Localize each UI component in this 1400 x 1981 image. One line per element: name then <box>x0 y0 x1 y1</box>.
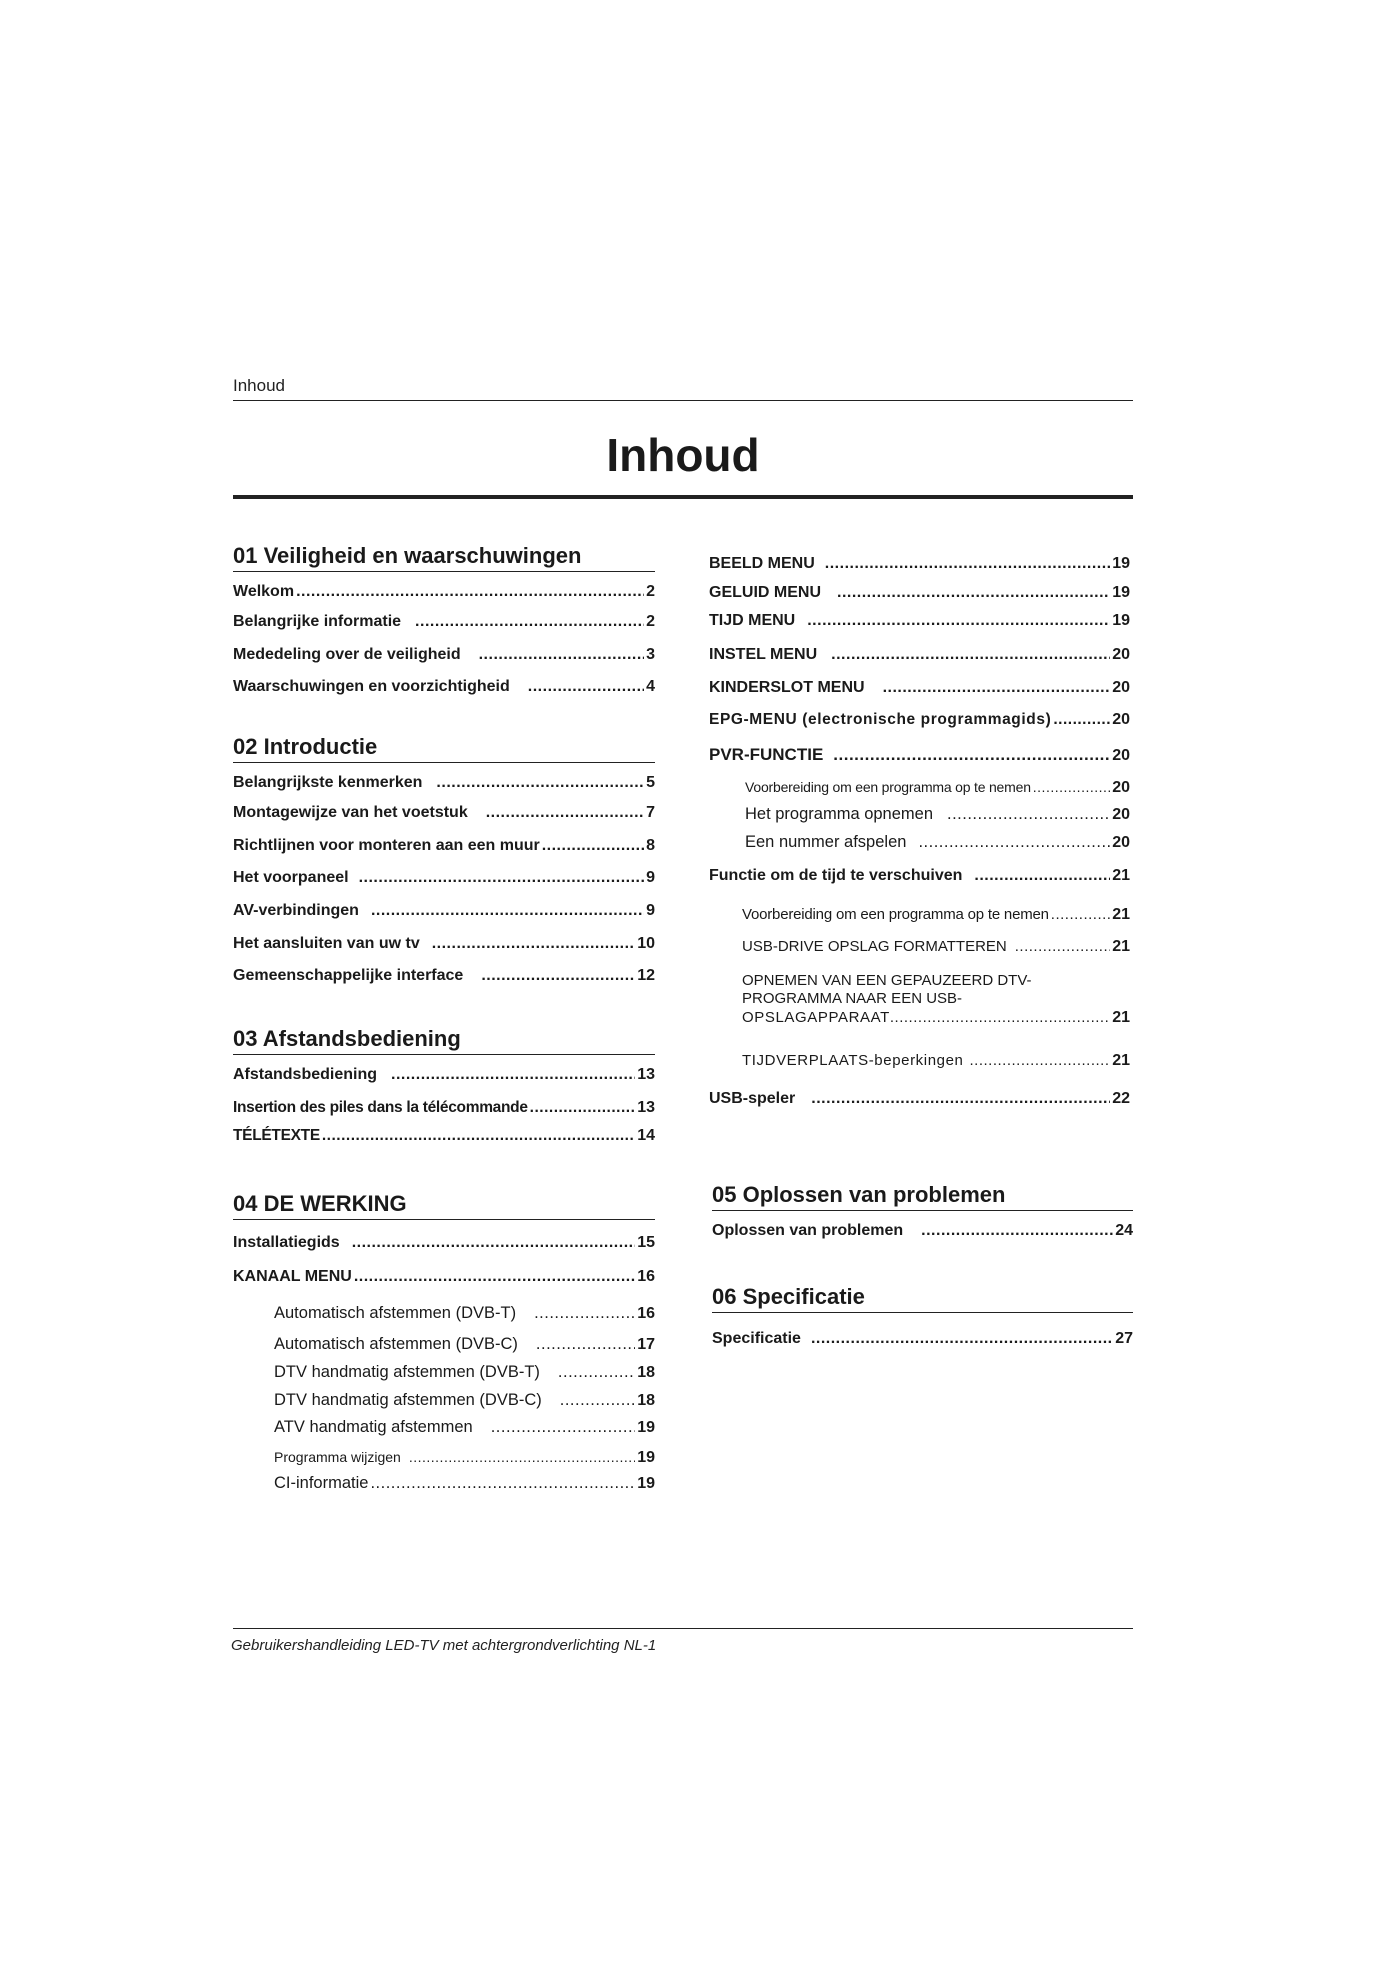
section-title-04: 04 DE WERKING <box>233 1192 655 1220</box>
toc-entry[interactable] <box>274 1363 655 1383</box>
toc-entry[interactable] <box>712 1329 1133 1348</box>
toc-entry[interactable] <box>709 645 1130 664</box>
toc-entry[interactable] <box>274 1391 655 1411</box>
toc-entry-page: 22 <box>1112 1090 1130 1107</box>
header-rule <box>233 400 1133 401</box>
toc-entry-page: 19 <box>637 1475 655 1492</box>
section-title-05: 05 Oplossen van problemen <box>712 1183 1133 1211</box>
toc-entry-page: 20 <box>1112 834 1130 851</box>
toc-entry-label: Automatisch afstemmen (DVB-C) <box>274 1335 518 1353</box>
section-title-01: 01 Veiligheid en waarschuwingen <box>233 544 655 572</box>
toc-entry-page: 18 <box>637 1392 655 1409</box>
leader-dots <box>833 745 1110 765</box>
toc-entry-label: Richtlijnen voor monteren aan een muur <box>233 837 540 854</box>
toc-entry-label: EPG-MENU (electronische programmagids) <box>709 711 1052 728</box>
toc-entry[interactable] <box>233 1233 655 1252</box>
toc-entry-label: Programma wijzigen <box>274 1449 401 1465</box>
leader-dots <box>481 966 635 985</box>
toc-entry[interactable] <box>709 1089 1130 1108</box>
toc-entry-page: 8 <box>646 837 655 854</box>
toc-entry[interactable] <box>233 1098 655 1118</box>
toc-entry-label: Voorbereiding om een programma op te nemen <box>742 906 1049 923</box>
leader-dots <box>528 677 644 696</box>
toc-entry-label: Mededeling over de veiligheid <box>233 646 461 663</box>
toc-entry-label: Montagewijze van het voetstuk <box>233 804 468 821</box>
leader-dots <box>558 1363 635 1383</box>
toc-entry-page: 16 <box>637 1268 655 1285</box>
toc-entry-label: Afstandsbediening <box>233 1066 378 1083</box>
toc-entry-page: 20 <box>1112 646 1130 663</box>
toc-entry[interactable] <box>742 905 1130 924</box>
toc-entry-label: Het programma opnemen <box>745 805 934 823</box>
toc-entry[interactable] <box>274 1335 655 1355</box>
leader-dots <box>359 868 645 887</box>
leader-dots <box>883 678 1111 697</box>
toc-entry[interactable] <box>233 836 655 855</box>
leader-dots <box>1033 779 1110 796</box>
toc-entry[interactable] <box>233 901 655 920</box>
leader-dots <box>969 1052 1110 1070</box>
toc-entry-page: 19 <box>637 1449 655 1466</box>
toc-entry-label: AV-verbindingen <box>233 902 359 919</box>
toc-entry[interactable] <box>233 803 655 822</box>
toc-entry-label: Gemeenschappelijke interface <box>233 967 464 984</box>
toc-entry-page: 21 <box>1112 938 1130 955</box>
toc-entry-label: OPSLAGAPPARAAT <box>742 1009 890 1026</box>
toc-entry-label: Belangrijke informatie <box>233 613 402 630</box>
section-title-03: 03 Afstandsbediening <box>233 1027 655 1055</box>
toc-entry-page: 19 <box>637 1419 655 1436</box>
toc-entry-page: 21 <box>1112 867 1130 884</box>
leader-dots <box>479 645 644 664</box>
toc-entry-label: Waarschuwingen en voorzichtigheid <box>233 678 510 695</box>
toc-entry-page: 9 <box>646 902 655 919</box>
leader-dots <box>436 773 644 792</box>
toc-entry-last-line <box>742 1008 1130 1027</box>
toc-entry-label: USB-DRIVE OPSLAG FORMATTEREN <box>742 938 1007 955</box>
toc-entry[interactable] <box>233 934 655 953</box>
toc-entry-label: Specificatie <box>712 1330 801 1347</box>
toc-entry-label: KINDERSLOT MENU <box>709 679 865 696</box>
toc-entry-label: Functie om de tijd te verschuiven <box>709 867 963 884</box>
leader-dots <box>432 934 635 953</box>
toc-entry[interactable] <box>233 773 655 792</box>
toc-entry-label-line: PROGRAMMA NAAR EEN USB- <box>742 990 963 1007</box>
toc-entry[interactable] <box>233 868 655 887</box>
toc-entry-label: BEELD MENU <box>709 555 815 572</box>
toc-entry[interactable] <box>233 1065 655 1084</box>
toc-entry[interactable] <box>233 1267 655 1286</box>
toc-entry[interactable] <box>709 745 1130 765</box>
footer-text: Gebruikershandleiding LED-TV met achtergrondverlichting NL-1 <box>231 1637 657 1654</box>
leader-dots <box>322 1127 635 1146</box>
toc-entry[interactable] <box>742 937 1130 956</box>
running-head: Inhoud <box>233 376 285 395</box>
toc-entry-page: 21 <box>1112 1009 1130 1026</box>
toc-entry[interactable] <box>233 612 655 631</box>
toc-entry-page: 2 <box>646 613 655 630</box>
toc-entry-page: 21 <box>1112 1052 1130 1069</box>
leader-dots <box>391 1065 635 1084</box>
toc-entry-label: Voorbereiding om een programma op te nemen <box>745 779 1031 795</box>
toc-entry[interactable] <box>709 678 1130 697</box>
leader-dots <box>811 1329 1113 1348</box>
toc-entry[interactable] <box>709 866 1130 885</box>
leader-dots <box>491 1418 636 1438</box>
leader-dots <box>415 612 644 631</box>
leader-dots <box>371 901 644 920</box>
toc-entry[interactable] <box>274 1474 655 1494</box>
toc-entry[interactable] <box>233 677 655 696</box>
leader-dots <box>352 1233 636 1252</box>
toc-entry-label: ATV handmatig afstemmen <box>274 1418 473 1436</box>
toc-entry[interactable] <box>745 805 1130 825</box>
toc-entry-label: TÉLÉTEXTE <box>233 1127 320 1144</box>
toc-entry-page: 7 <box>646 804 655 821</box>
toc-entry-page: 15 <box>637 1234 655 1251</box>
section-title-02: 02 Introductie <box>233 735 655 763</box>
toc-entry[interactable] <box>712 1221 1133 1240</box>
leader-dots <box>296 582 644 601</box>
toc-entry-page: 20 <box>1112 779 1130 796</box>
toc-entry-label-line: OPNEMEN VAN EEN GEPAUZEERD DTV- <box>742 972 1032 989</box>
toc-entry[interactable] <box>233 1126 655 1146</box>
toc-entry-page: 13 <box>637 1099 655 1116</box>
toc-entry-page: 12 <box>637 967 655 984</box>
footer-rule <box>233 1628 1133 1629</box>
toc-entry-label: Welkom <box>233 583 295 600</box>
toc-entry-label: KANAAL MENU <box>233 1268 352 1285</box>
toc-entry-page: 18 <box>637 1364 655 1381</box>
toc-entry-label: USB-speler <box>709 1090 796 1107</box>
leader-dots <box>354 1267 635 1286</box>
title-rule <box>233 495 1133 499</box>
toc-entry-page: 13 <box>637 1066 655 1083</box>
toc-entry-page: 19 <box>1112 555 1130 572</box>
toc-entry-page: 20 <box>1112 711 1130 728</box>
leader-dots <box>1053 711 1110 730</box>
toc-entry-page: 19 <box>1112 612 1130 629</box>
leader-dots <box>409 1449 635 1466</box>
leader-dots <box>918 833 1110 853</box>
leader-dots <box>530 1099 636 1118</box>
toc-entry[interactable] <box>709 710 1130 730</box>
toc-entry[interactable] <box>745 778 1130 797</box>
toc-entry-label: Het aansluiten van uw tv <box>233 935 420 952</box>
toc-entry-label: TIJDVERPLAATS-beperkingen <box>742 1052 964 1069</box>
leader-dots <box>831 645 1110 664</box>
toc-entry-page: 20 <box>1112 747 1130 764</box>
toc-entry-page: 20 <box>1112 679 1130 696</box>
leader-dots <box>542 836 644 855</box>
leader-dots <box>486 803 644 822</box>
section-title-06: 06 Specificatie <box>712 1285 1133 1313</box>
toc-entry[interactable] <box>274 1418 655 1438</box>
toc-entry[interactable] <box>233 582 655 601</box>
leader-dots <box>890 1009 1110 1027</box>
toc-entry-page: 24 <box>1115 1222 1133 1239</box>
toc-entry-page: 27 <box>1115 1330 1133 1347</box>
toc-entry[interactable] <box>233 645 655 664</box>
leader-dots <box>560 1391 635 1411</box>
leader-dots <box>825 554 1110 573</box>
toc-entry-page: 14 <box>637 1127 655 1144</box>
toc-entry-label: PVR-FUNCTIE <box>709 745 824 764</box>
toc-entry[interactable] <box>709 554 1130 573</box>
toc-entry-label: INSTEL MENU <box>709 646 818 663</box>
leader-dots <box>837 583 1110 602</box>
leader-dots <box>1015 938 1110 956</box>
leader-dots <box>811 1089 1110 1108</box>
toc-entry-page: 19 <box>1112 584 1130 601</box>
leader-dots <box>807 611 1110 630</box>
toc-entry-label: GELUID MENU <box>709 584 821 601</box>
toc-entry[interactable] <box>745 833 1130 853</box>
toc-entry-page: 21 <box>1112 906 1130 923</box>
toc-entry-page: 5 <box>646 774 655 791</box>
toc-entry[interactable] <box>274 1304 655 1324</box>
toc-entry-label: Oplossen van problemen <box>712 1222 904 1239</box>
toc-entry-page: 16 <box>637 1305 655 1322</box>
toc-entry-label: DTV handmatig afstemmen (DVB-T) <box>274 1363 540 1381</box>
leader-dots <box>536 1335 635 1355</box>
toc-entry-page: 3 <box>646 646 655 663</box>
toc-entry[interactable] <box>274 1448 655 1467</box>
toc-entry[interactable] <box>709 611 1130 630</box>
leader-dots <box>921 1221 1113 1240</box>
leader-dots <box>947 805 1110 825</box>
leader-dots <box>974 866 1110 885</box>
toc-entry-label: TIJD MENU <box>709 612 796 629</box>
toc-entry-label: Het voorpaneel <box>233 869 349 886</box>
toc-entry-label: Belangrijkste kenmerken <box>233 774 423 791</box>
leader-dots <box>534 1304 635 1324</box>
toc-entry-page: 4 <box>646 678 655 695</box>
toc-entry[interactable] <box>233 966 655 985</box>
page-title: Inhoud <box>606 429 760 481</box>
toc-entry[interactable] <box>742 1051 1130 1070</box>
leader-dots <box>1051 906 1110 924</box>
toc-entry[interactable] <box>709 583 1130 602</box>
toc-entry-label: Automatisch afstemmen (DVB-T) <box>274 1304 517 1322</box>
toc-entry-label: Insertion des piles dans la télécommande <box>233 1099 528 1116</box>
toc-entry-label: CI-informatie <box>274 1474 369 1492</box>
toc-entry-page: 2 <box>646 583 655 600</box>
toc-entry-page: 10 <box>637 935 655 952</box>
toc-entry-label: Een nummer afspelen <box>745 833 907 851</box>
toc-entry-multiline[interactable] <box>742 972 1130 1027</box>
toc-entry-page: 20 <box>1112 806 1130 823</box>
leader-dots <box>370 1474 635 1494</box>
toc-entry-label: DTV handmatig afstemmen (DVB-C) <box>274 1391 542 1409</box>
toc-entry-page: 17 <box>637 1336 655 1353</box>
toc-entry-label: Installatiegids <box>233 1234 340 1251</box>
toc-entry-page: 9 <box>646 869 655 886</box>
